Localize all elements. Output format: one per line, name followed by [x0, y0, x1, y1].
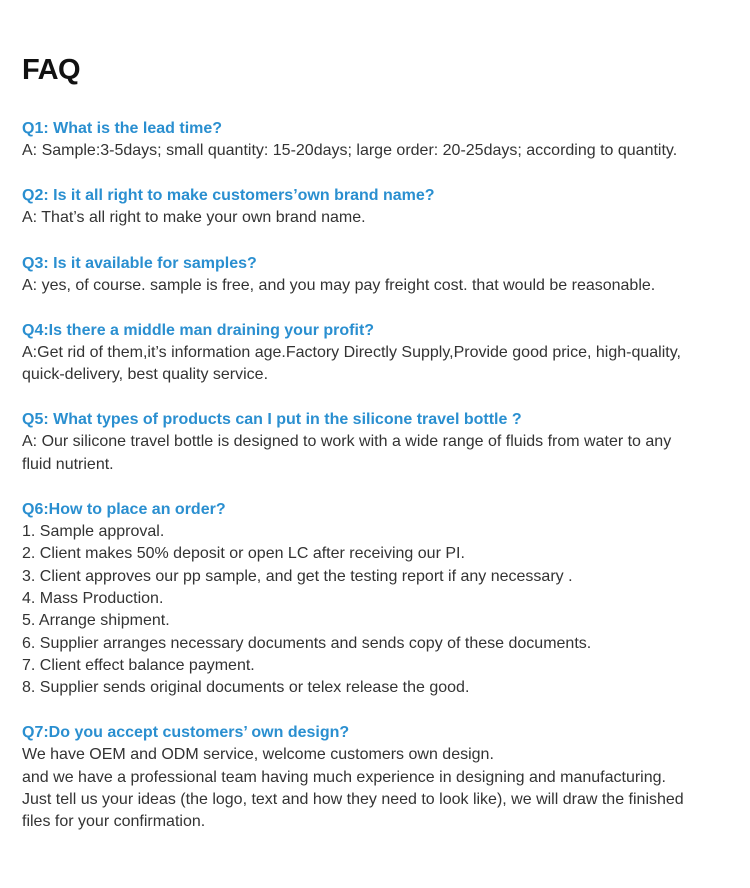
question-text: Q5: What types of products can I put in the silicone travel bottle ?: [22, 411, 522, 429]
answer-text: We have OEM and ODM service, welcome customers own design.: [22, 746, 494, 764]
faq-item-q1: [22, 118, 728, 162]
answer-text: A:Get rid of them,it’s information age.Factory Directly Supply,Provide good price, high-quality,: [22, 343, 681, 361]
answer-text: Just tell us your ideas (the logo, text and how they need to look like), we will draw the finished: [22, 791, 684, 809]
order-step: 4. Mass Production.: [22, 589, 164, 607]
question-text: Q2: Is it all right to make customers’own brand name?: [22, 187, 435, 205]
question-text: Q6:How to place an order?: [22, 501, 226, 519]
faq-item-q7: [22, 722, 728, 833]
question-text: Q7:Do you accept customers’ own design?: [22, 724, 350, 742]
answer-text: A: Sample:3-5days; small quantity: 15-20days; large order: 20-25days; according to quantity.: [22, 142, 678, 159]
faq-item-q4: [22, 320, 728, 387]
question-text: Q3: Is it available for samples?: [22, 254, 257, 272]
faq-item-q6: [22, 499, 728, 699]
order-step: 6. Supplier arranges necessary documents and sends copy of these documents.: [22, 634, 592, 652]
page-title: FAQ: [22, 54, 81, 86]
order-step: 7. Client effect balance payment.: [22, 656, 255, 674]
answer-text: fluid nutrient.: [22, 455, 114, 473]
answer-text: A: Our silicone travel bottle is designed to work with a wide range of fluids from water to any: [22, 433, 672, 451]
faq-item-q2: [22, 185, 728, 229]
answer-text: quick-delivery, best quality service.: [22, 366, 269, 384]
question-text: Q4:Is there a middle man draining your profit?: [22, 321, 375, 339]
faq-item-q3: [22, 253, 728, 297]
question-text: Q1: What is the lead time?: [22, 120, 223, 137]
order-step: 5. Arrange shipment.: [22, 612, 170, 630]
order-step: 1. Sample approval.: [22, 523, 165, 541]
answer-text: A: That’s all right to make your own brand name.: [22, 209, 366, 227]
order-step: 2. Client makes 50% deposit or open LC after receiving our PI.: [22, 545, 465, 563]
order-step: 8. Supplier sends original documents or telex release the good.: [22, 679, 470, 697]
answer-text: files for your confirmation.: [22, 813, 206, 831]
faq-item-q5: [22, 409, 728, 476]
order-step: 3. Client approves our pp sample, and get the testing report if any necessary .: [22, 567, 573, 585]
answer-text: A: yes, of course. sample is free, and you may pay freight cost. that would be reasonable.: [22, 276, 656, 294]
answer-text: and we have a professional team having much experience in designing and manufacturing.: [22, 768, 666, 786]
